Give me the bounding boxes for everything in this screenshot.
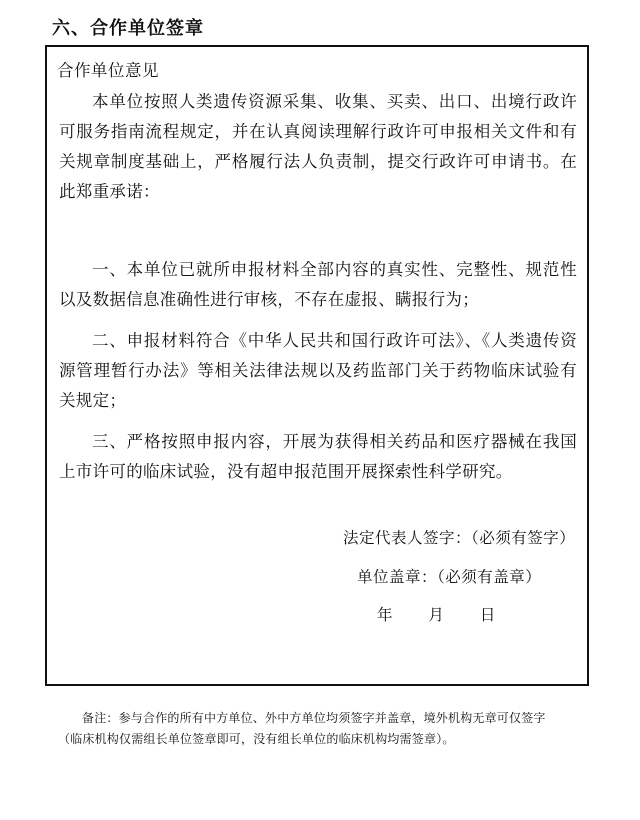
box-heading: 合作单位意见 (57, 61, 159, 80)
commitment-1: 一、本单位已就所申报材料全部内容的真实性、完整性、规范性以及数据信息准确性进行审核，不存在虚报、瞒报行为； (59, 260, 577, 309)
commitment-3: 三、严格按照申报内容，开展为获得相关药品和医疗器械在我国上市许可的临床试验，没有超申报范围开展探索性科学研究。 (59, 432, 577, 481)
footnote: 备注：参与合作的所有中方单位、外中方单位均须签字并盖章，境外机构无章可仅签字（临床机构仅需组长单位签章即可，没有组长单位的临床机构均需签章）。 (58, 711, 546, 746)
date-line: 年 月 日 (377, 606, 496, 624)
cooperation-opinion-box (45, 45, 589, 686)
section-title: 六、合作单位签章 (52, 18, 204, 39)
intro-paragraph: 本单位按照人类遗传资源采集、收集、买卖、出口、出境行政许可服务指南流程规定，并在认真阅读理解行政许可申报相关文件和有关规章制度基础上，严格履行法人负责制，提交行政许可申请书。在此郑重承诺： (59, 92, 577, 201)
commitment-2: 二、申报材料符合《中华人民共和国行政许可法》、《人类遗传资源管理暂行办法》等相关法律法规以及药监部门关于药物临床试验有关规定； (59, 331, 577, 410)
seal-line: 单位盖章：（必须有盖章） (357, 568, 542, 586)
legal-rep-signature-line: 法定代表人签字：（必须有签字） (343, 529, 576, 547)
